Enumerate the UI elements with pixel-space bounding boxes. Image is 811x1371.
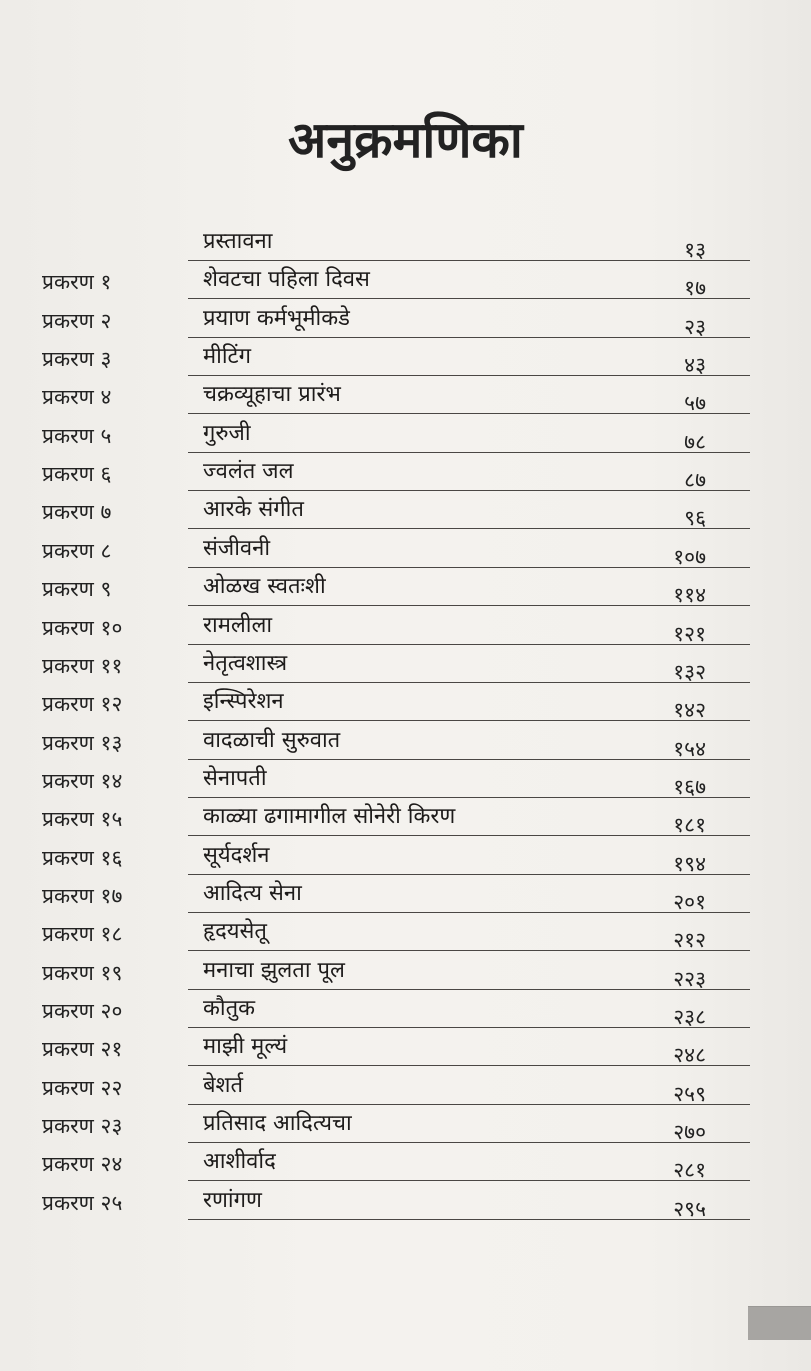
chapter-number: प्रकरण १६: [42, 845, 123, 870]
toc-row: [0, 264, 811, 302]
chapter-title: रणांगण: [203, 1187, 262, 1213]
chapter-title: हृदयसेतू: [203, 919, 267, 945]
chapter-title: इन्स्पिरेशन: [203, 689, 284, 715]
toc-row: [0, 226, 811, 264]
chapter-title: आशीर्वाद: [203, 1149, 276, 1175]
chapter-title: प्रयाण कर्मभूमीकडे: [203, 305, 350, 331]
toc-row: [0, 955, 811, 993]
page-number: ९६: [684, 506, 706, 531]
toc-row: [0, 916, 811, 954]
toc-row: [0, 533, 811, 571]
row-divider: [188, 1104, 750, 1105]
chapter-number: प्रकरण ७: [42, 500, 112, 525]
page-edge-tab: [748, 1306, 811, 1340]
chapter-title: संजीवनी: [203, 535, 271, 561]
page-number: १६७: [673, 774, 706, 799]
chapter-title: नेतृत्वशास्त्र: [203, 650, 288, 676]
page-number: ८७: [684, 468, 706, 493]
chapter-number: प्रकरण २३: [42, 1114, 123, 1139]
page-number: १३२: [673, 659, 706, 684]
chapter-title: रामलीला: [203, 612, 273, 638]
page-number: २४८: [673, 1043, 706, 1068]
row-divider: [188, 874, 750, 875]
chapter-number: प्रकरण ३: [42, 347, 112, 372]
page-number: २३८: [673, 1005, 706, 1029]
row-divider: [188, 413, 750, 414]
row-divider: [188, 1027, 750, 1028]
page-number: २७०: [673, 1120, 706, 1145]
page-number: ११४: [673, 583, 706, 608]
chapter-number: प्रकरण २२: [42, 1075, 123, 1100]
row-divider: [188, 567, 750, 568]
toc-row: [0, 303, 811, 341]
chapter-title: शेवटचा पहिला दिवस: [203, 267, 370, 293]
chapter-number: प्रकरण ४: [42, 385, 112, 410]
page-number: १२१: [673, 621, 706, 646]
page-number: १७: [684, 276, 706, 301]
row-divider: [188, 452, 750, 453]
chapter-number: प्रकरण २: [42, 308, 112, 333]
page-number: २३: [684, 314, 706, 339]
chapter-title: गुरुजी: [203, 420, 251, 446]
chapter-title: माझी मूल्यं: [203, 1034, 288, 1060]
row-divider: [188, 644, 750, 645]
chapter-number: प्रकरण १४: [42, 768, 123, 793]
row-divider: [188, 1142, 750, 1143]
chapter-title: प्रस्तावना: [203, 229, 273, 254]
chapter-number: प्रकरण ५: [42, 423, 112, 448]
row-divider: [188, 950, 750, 951]
chapter-title: सूर्यदर्शन: [203, 842, 270, 868]
chapter-title: काळ्या ढगामागील सोनेरी किरण: [203, 804, 456, 830]
page-number: ५७: [684, 391, 706, 416]
page-number: २१२: [673, 928, 706, 953]
page-number: १४२: [673, 698, 706, 723]
row-divider: [188, 490, 750, 491]
toc-row: [0, 840, 811, 878]
chapter-number: प्रकरण २४: [42, 1152, 123, 1177]
toc-row: [0, 1108, 811, 1146]
chapter-title: चक्रव्यूहाचा प्रारंभ: [203, 382, 341, 408]
row-divider: [188, 298, 750, 299]
page-number: २०१: [673, 889, 706, 914]
row-divider: [188, 337, 750, 338]
row-divider: [188, 797, 750, 798]
chapter-number: प्रकरण १७: [42, 883, 123, 908]
chapter-title: कौतुक: [203, 996, 256, 1021]
chapter-title: ज्वलंत जल: [203, 459, 294, 485]
chapter-title: ओळख स्वतःशी: [203, 574, 326, 600]
chapter-title: आरके संगीत: [203, 497, 304, 523]
chapter-title: वादळाची सुरुवात: [203, 727, 341, 753]
chapter-number: प्रकरण २१: [42, 1037, 123, 1062]
toc-row: [0, 571, 811, 609]
row-divider: [188, 260, 750, 261]
page-number: २२३: [673, 966, 706, 991]
row-divider: [188, 605, 750, 606]
chapter-number: प्रकरण १: [42, 270, 112, 295]
row-divider: [188, 1180, 750, 1181]
chapter-number: प्रकरण २०: [42, 999, 123, 1023]
toc-row: [0, 725, 811, 763]
toc-row: [0, 763, 811, 801]
page-number: १८१: [673, 813, 706, 838]
row-divider: [188, 528, 750, 529]
page-number: ७८: [684, 429, 706, 454]
chapter-number: प्रकरण १८: [42, 922, 123, 947]
page-number: १९४: [673, 851, 706, 876]
toc-row: [0, 456, 811, 494]
chapter-title: सेनापती: [203, 765, 267, 791]
toc-row: [0, 801, 811, 839]
row-divider: [188, 682, 750, 683]
chapter-number: प्रकरण ९: [42, 577, 112, 602]
chapter-number: प्रकरण १२: [42, 692, 123, 717]
page-number: ४३: [684, 353, 706, 378]
chapter-number: प्रकरण १९: [42, 960, 123, 985]
page-number: १०७: [673, 544, 706, 569]
page-title: अनुक्रमणिका: [288, 111, 523, 169]
chapter-number: प्रकरण ११: [42, 653, 123, 678]
toc-row: [0, 648, 811, 686]
page-number: १३: [684, 238, 706, 262]
toc-row: [0, 418, 811, 456]
row-divider: [188, 720, 750, 721]
toc-row: [0, 1185, 811, 1223]
toc-row: [0, 878, 811, 916]
row-divider: [188, 835, 750, 836]
toc-row: [0, 494, 811, 532]
chapter-title: बेशर्त: [203, 1072, 244, 1098]
toc-row: [0, 1070, 811, 1108]
toc-row: [0, 686, 811, 724]
chapter-number: प्रकरण १३: [42, 730, 123, 755]
toc-row: [0, 341, 811, 379]
chapter-title: मीटिंग: [203, 344, 252, 370]
chapter-number: प्रकरण १०: [42, 615, 123, 640]
toc-row: [0, 993, 811, 1031]
toc-row: [0, 1031, 811, 1069]
row-divider: [188, 1065, 750, 1066]
chapter-number: प्रकरण २५: [42, 1190, 123, 1215]
page-number: २९५: [673, 1196, 706, 1221]
row-divider: [188, 375, 750, 376]
chapter-title: मनाचा झुलता पूल: [203, 957, 345, 983]
page-number: १५४: [673, 736, 706, 761]
toc-row: [0, 1146, 811, 1184]
chapter-number: प्रकरण १५: [42, 807, 123, 832]
chapter-title: प्रतिसाद आदित्यचा: [203, 1111, 352, 1137]
chapter-title: आदित्य सेना: [203, 880, 302, 906]
row-divider: [188, 1219, 750, 1220]
toc-row: [0, 379, 811, 417]
page-number: २८१: [673, 1158, 706, 1183]
row-divider: [188, 759, 750, 760]
chapter-number: प्रकरण ८: [42, 538, 112, 563]
row-divider: [188, 912, 750, 913]
row-divider: [188, 989, 750, 990]
page-number: २५९: [673, 1081, 706, 1106]
chapter-number: प्रकरण ६: [42, 462, 112, 487]
toc-row: [0, 610, 811, 648]
